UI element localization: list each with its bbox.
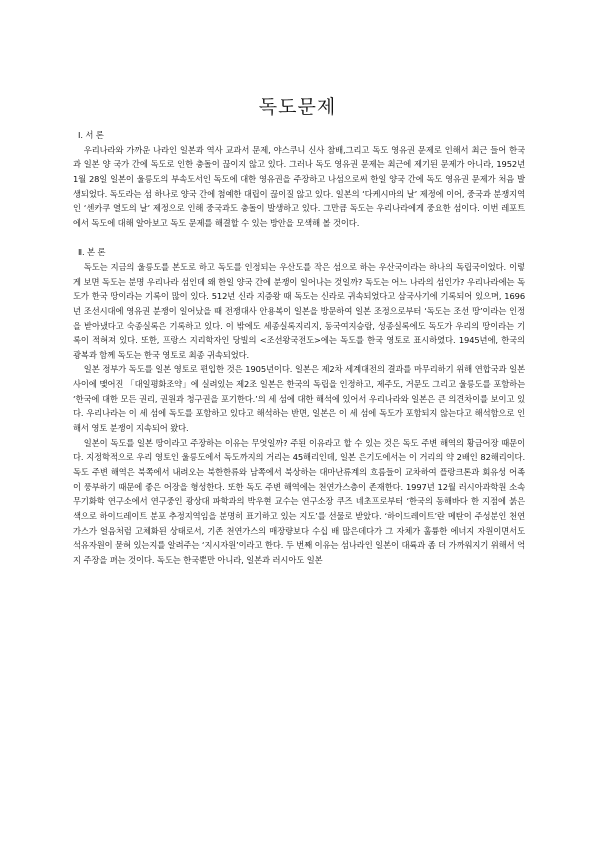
document-body bbox=[73, 128, 525, 568]
paragraph: 독도는 지금의 울릉도를 본도로 하고 독도를 인정되는 우산도를 작은 섬으로 하는 우산국이라는 하나의 독립국이었다. 이렇게 보면 독도는 분명 우리나라 섬인데 왜 한일 양국 간에 분쟁이 일어나는 것일까? 독도는 어느 나라의 섬인가? 우리나라에는 독도가 한국 땅이라는 기록이 많이 있다. 512년 신라 지증왕 때 독도는 신라로 귀속되었다고 삼국사기에 기록되어 있으며, 1696년 조선시대에 영유권 분쟁이 일어났을 때 전쟁대사 안용복이 일본을 방문하여 일본 조정으로부터 ‘독도는 조선 땅’이라는 인정을 받아냈다고 숙종실록은 기록하고 있다. 이 밖에도 세종실록지리지, 동국여지승람, 성종실록에도 독도가 우리의 땅이라는 기록이 적혀져 있다. 또한, 프랑스 지리학자인 당빌의 <조선왕국전도>에는 독도를 한국 영토로 표시하였다. 1945년에, 한국의 광복과 함께 독도는 한국 영토로 최종 귀속되었다. bbox=[73, 261, 525, 360]
body-section bbox=[73, 245, 525, 567]
paragraph: 일본 정부가 독도를 일본 영토로 편입한 것은 1905년이다. 일본은 제2차 세계대전의 결과를 마무리하기 위해 연합국과 일본 사이에 맺어진 「대일평화조약」에 실려있는 제2조 일본은 한국의 독립을 인정하고, 제주도, 거문도 그리고 울릉도를 포함하는 ‘한국에 대한 모든 권리, 권원과 청구권을 포기한다.’의 세 섬에 대한 해석에 있어서 우리나라와 일본은 큰 의견차이를 보이고 있다. 우리나라는 이 세 섬에 독도를 포함하고 있다고 해석하는 반면, 일본은 이 세 섬에 독도가 포함되지 않는다고 해석함으로 인해서 영토 분쟁이 지속되어 왔다. bbox=[73, 364, 525, 434]
paragraph: 우리나라와 가까운 나라인 일본과 역사 교과서 문제, 야스쿠니 신사 참배,그리고 독도 영유권 문제로 인해서 최근 들어 한국과 일본 양 국가 간에 독도로 인한 충돌이 끊이지 않고 있다. 그러나 독도 영유권 문제는 최근에 제기된 문제가 아니라, 1952년 1월 28일 일본이 울릉도의 부속도서인 독도에 대한 영유권을 주장하고 나섬으로써 한일 양국 간에 독도 영유권 문제가 처음 발생되었다. 독도라는 섬 하나로 양국 간에 첨예한 대립이 끊이질 않고 있다. 일본의 ‘다케시마의 날’ 제정에 이어, 중국과 분쟁지역인 ‘센카쿠 열도의 날’ 제정으로 인해 중국과도 충돌이 발생하고 있다. 그만큼 독도는 우리나라에게 중요한 섬이다. 이번 레포트에서 독도에 대해 알아보고 독도 문제를 해결할 수 있는 방안을 모색해 볼 것이다. bbox=[73, 144, 525, 228]
section-spacer bbox=[73, 231, 525, 246]
section-heading: Ⅱ. 본 론 bbox=[78, 247, 106, 258]
introduction-section bbox=[73, 128, 525, 231]
section-heading: Ⅰ. 서 론 bbox=[78, 130, 104, 140]
document-title: 독도문제 bbox=[258, 96, 337, 118]
paragraph: 일본이 독도를 일본 땅이라고 주장하는 이유는 무엇일까? 주된 이유라고 할 수 있는 것은 독도 주변 해역의 황금어장 때문이다. 지정학적으로 우리 영토인 울릉도에서 독도까지의 거리는 45해리인데, 일본 은기도에서는 이 거리의 약 2배인 82해리이다. 독도 주변 해역은 북쪽에서 내려오는 북한한류와 남쪽에서 북상하는 대마난류계의 흐름들이 교차하여 플랑크톤과 회유성 어족이 풍부하기 때문에 좋은 어장을 형성한다. 또한 독도 주변 해역에는 천연가스층이 존재한다. 1997년 12월 러시아과학원 소속 무기화학 연구소에서 연구중인 광상대 파학과의 박우현 교수는 연구소장 쿠즈 네초프로부터 ‘한국의 동해바다 한 지점에 붉은 색으로 하이드레이트 분포 추정지역임을 분명히 표기하고 있는 지도’를 선물로 받았다. ‘하이드레이트’란 메탄이 주성분인 천연가스가 얼음처럼 고체화된 상태로서, 기존 천연가스의 매장량보다 수십 배 많은데다가 그 자체가 훌륭한 에너지 자원이면서도 석유자원이 묻혀 있는지를 알려주는 ‘지시자원’이라고 한다. 두 번째 이유는 섬나라인 일본이 대륙과 좀 더 가까워지기 위해서 억지 주장을 펴는 것이다. 독도는 한국뿐만 아니라, 일본과 러시아도 일본 bbox=[73, 437, 525, 566]
